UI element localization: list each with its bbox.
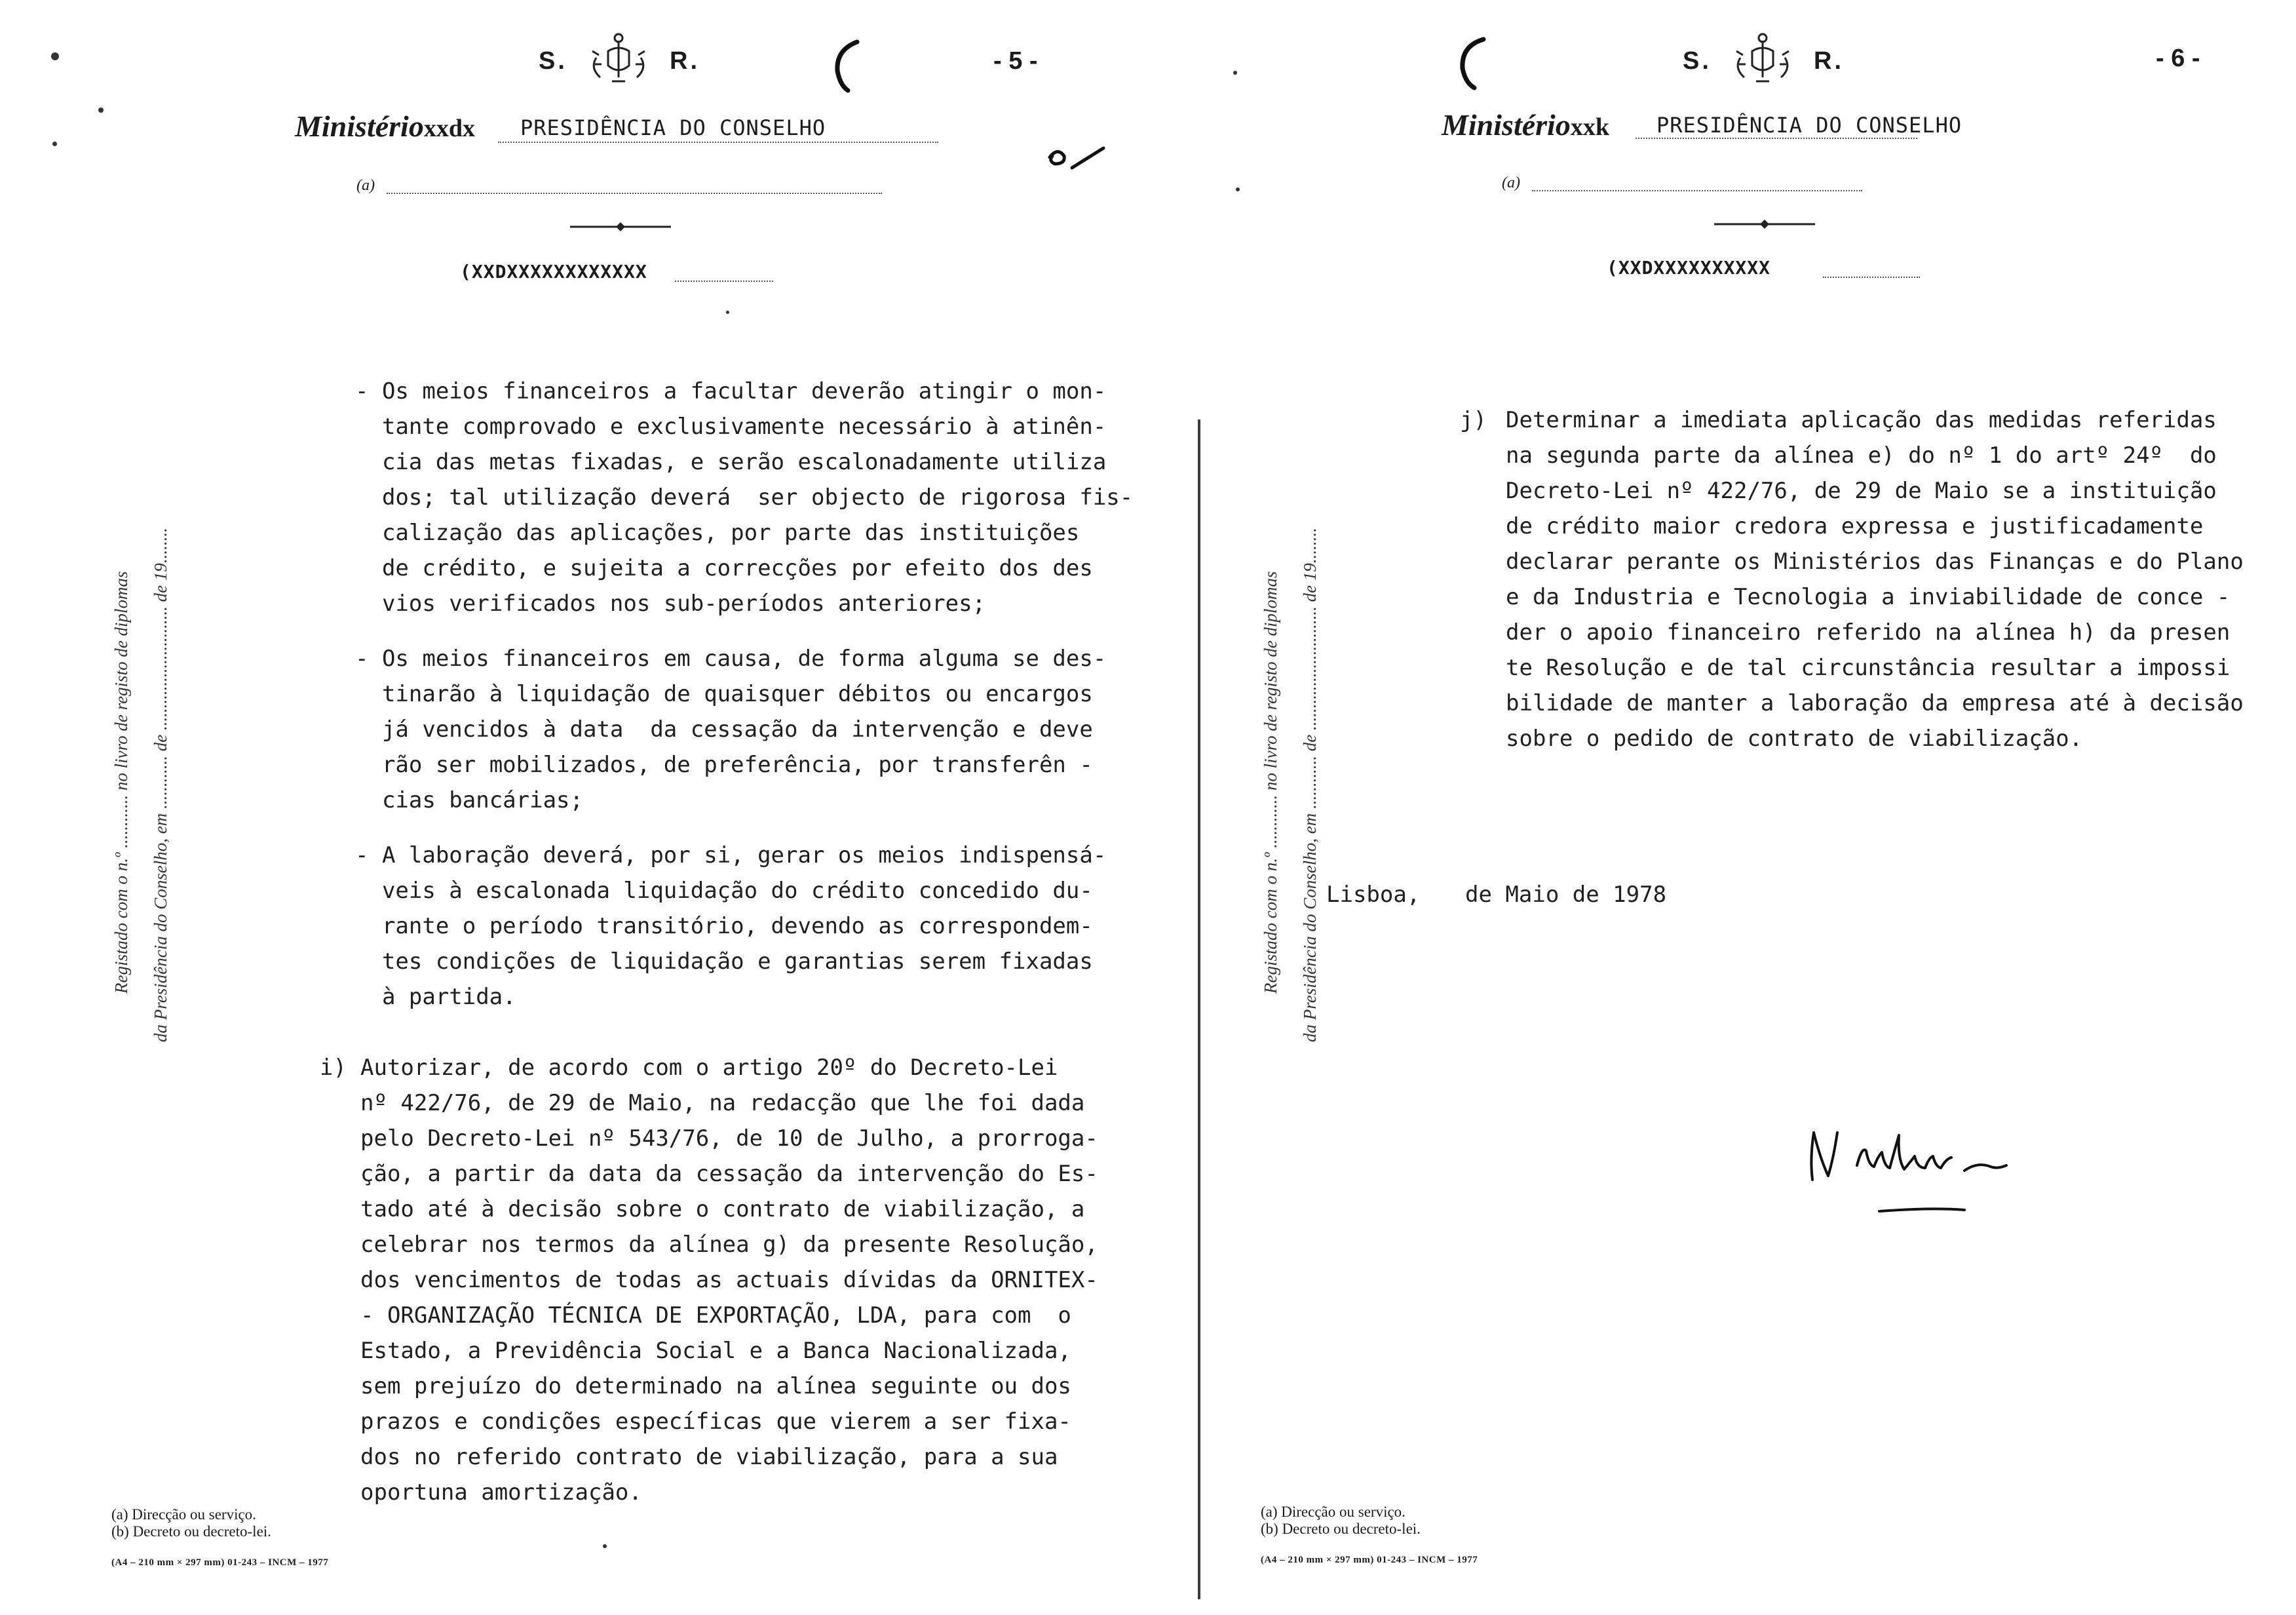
footnote-b: (b) Decreto ou decreto-lei. — [111, 1523, 271, 1540]
scan-speck — [603, 1544, 607, 1548]
text-line: celebrar nos termos da alínea g) da presente Resolução, — [360, 1232, 1098, 1258]
text-line: oportuna amortização. — [360, 1479, 642, 1506]
page-number: - 5 - — [993, 47, 1038, 75]
bullet-no-debt-settlement — [355, 641, 1141, 818]
bullet-financial-means — [355, 374, 1141, 621]
letterhead-s: S. — [539, 47, 567, 75]
text-line: Estado, a Previdência Social e a Banca Nacionalizada, — [360, 1338, 1071, 1364]
coat-of-arms-emblem — [1727, 31, 1798, 87]
text-line: nº 422/76, de 29 de Maio, na redacção que lhe foi dada — [360, 1090, 1085, 1116]
text-line: - ORGANIZAÇÃO TÉCNICA DE EXPORTAÇÃO, LDA, para com o — [360, 1302, 1071, 1329]
footnote-a: (a) Direcção ou serviço. — [1261, 1504, 1406, 1520]
text-line: vios verificados nos sub-períodos anteriores; — [355, 591, 986, 617]
text-line: à partida. — [355, 984, 516, 1010]
registry-note-line2: da Presidência do Conselho, em ............ de ............................ de 19........ — [1300, 528, 1320, 1042]
text-line: Determinar a imediata aplicação das medidas referidas — [1506, 407, 2217, 433]
text-line: sobre o pedido de contrato de viabilização. — [1506, 726, 2083, 752]
text-line: tes condições de liquidação e garantias serem fixadas — [355, 948, 1093, 975]
scan-speck — [1236, 187, 1240, 191]
text-line: - A laboração deverá, por si, gerar os meios indispensá- — [355, 842, 1107, 868]
direction-dotted-line — [387, 191, 882, 194]
scan-speck — [726, 311, 729, 314]
scan-speck — [1233, 71, 1237, 75]
form-code: (A4 – 210 mm × 297 mm) 01-243 – INCM – 1977 — [1261, 1555, 1478, 1565]
text-line: calização das aplicações, por parte das instituições — [355, 520, 1080, 546]
direction-marker: (a) — [1502, 174, 1520, 191]
ministry-label — [1442, 107, 1609, 142]
text-line: Autorizar, de acordo com o artigo 20º do Decreto-Lei — [360, 1055, 1058, 1081]
ornament-divider — [1713, 216, 1816, 232]
text-line: bilidade de manter a laboração da empresa até à decisão — [1506, 690, 2244, 716]
ministry-label — [295, 109, 475, 144]
ministry-strike-text: xxdx — [423, 115, 475, 142]
text-line: - Os meios financeiros em causa, de forma alguma se des- — [355, 646, 1107, 672]
item-j-paragraph — [1506, 402, 2292, 756]
letterhead-r: R. — [1814, 47, 1844, 75]
footnote-b: (b) Decreto ou decreto-lei. — [1261, 1521, 1421, 1537]
text-line: tado até à decisão sobre o contrato de viabilização, a — [360, 1196, 1085, 1222]
page-number: - 6 - — [2156, 45, 2200, 72]
bullet-operations — [355, 838, 1141, 1015]
text-line: sem prejuízo do determinado na alínea seguinte ou dos — [360, 1373, 1071, 1399]
ornament-divider — [569, 219, 672, 235]
scan-speck — [98, 107, 104, 113]
footnote-a: (a) Direcção ou serviço. — [111, 1506, 256, 1523]
text-line: prazos e condições específicas que vierem a ser fixa- — [360, 1409, 1071, 1435]
text-line: der o apoio financeiro referido na alínea h) da presen — [1506, 619, 2230, 646]
text-line: rante o período transitório, devendo as correspondem- — [355, 913, 1093, 939]
text-line: pelo Decreto-Lei nº 543/76, de 10 de Julho, a prorroga- — [360, 1125, 1098, 1152]
scan-speck — [52, 142, 57, 146]
registry-note-line2: da Presidência do Conselho, em ............ de ............................ de 19........ — [151, 528, 170, 1042]
ministry-word: Ministério — [295, 109, 424, 143]
text-line: declarar perante os Ministérios das Finanças e do Plano — [1506, 549, 2244, 575]
place-label: Lisboa, — [1326, 882, 1421, 908]
binder-hole-mark — [831, 38, 862, 93]
text-line: dos vencimentos de todas as actuais dívidas da ORNITEX- — [360, 1267, 1098, 1293]
service-dotted-line — [1823, 275, 1920, 278]
right-page — [1148, 0, 2296, 1615]
letterhead-s: S. — [1683, 47, 1712, 75]
registry-note-line1: Registado com o n.º ............ no livro de registo de diplomas — [1261, 571, 1280, 994]
ministry-dotted-line — [498, 140, 938, 143]
form-code: (A4 – 210 mm × 297 mm) 01-243 – INCM – 1977 — [111, 1557, 329, 1568]
text-line: te Resolução e de tal circunstância resultar a impossi — [1506, 655, 2230, 681]
item-i-paragraph — [360, 1050, 1140, 1510]
struck-service-line: (XXDXXXXXXXXXXXX — [460, 261, 647, 282]
text-line: ção, a partir da data da cessação da intervenção do Es- — [360, 1161, 1098, 1187]
text-line: rão ser mobilizados, de preferência, por transferên - — [355, 752, 1093, 778]
struck-service-line: (XXDXXXXXXXXXX — [1607, 257, 1771, 279]
letterhead-r: R. — [670, 47, 700, 75]
text-line: de crédito, e sujeita a correcções por efeito dos des — [355, 555, 1093, 581]
direction-marker: (a) — [356, 177, 375, 194]
service-dotted-line — [675, 279, 773, 282]
ministry-name: PRESIDÊNCIA DO CONSELHO — [1656, 113, 1962, 138]
text-line: já vencidos à data da cessação da intervenção e deve — [355, 716, 1093, 743]
text-line: de crédito maior credora expressa e justificadamente — [1506, 513, 2204, 539]
ministry-word: Ministério — [1442, 108, 1571, 142]
ministry-dotted-line — [1636, 136, 1917, 139]
ministry-strike-text: xxk — [1570, 113, 1609, 141]
handwritten-mark — [1046, 142, 1109, 181]
text-line: dos; tal utilização deverá ser objecto de rigorosa fis- — [355, 484, 1134, 511]
text-line: - Os meios financeiros a facultar deverão atingir o mon- — [355, 378, 1107, 404]
text-line: na segunda parte da alínea e) do nº 1 do artº 24º do — [1506, 442, 2217, 469]
binder-hole-mark — [1455, 35, 1491, 90]
text-line: dos no referido contrato de viabilização, para a sua — [360, 1444, 1058, 1470]
item-i-marker: i) — [320, 1055, 347, 1081]
direction-dotted-line — [1532, 189, 1862, 191]
text-line: tante comprovado e exclusivamente necessário à atinên- — [355, 414, 1107, 440]
registry-note-line1: Registado com o n.º ............ no livro de registo de diplomas — [111, 571, 131, 994]
item-j-marker: j) — [1460, 407, 1487, 433]
coat-of-arms-emblem — [583, 31, 654, 87]
text-line: Decreto-Lei nº 422/76, de 29 de Maio se a instituição — [1506, 478, 2217, 504]
ministry-name: PRESIDÊNCIA DO CONSELHO — [520, 115, 826, 140]
text-line: cia das metas fixadas, e serão escalonadamente utiliza — [355, 449, 1107, 475]
footnote-block — [1261, 1504, 1421, 1538]
text-line: e da Industria e Tecnologia a inviabilidade de conce - — [1506, 584, 2230, 610]
text-line: cias bancárias; — [355, 787, 583, 813]
scan-speck — [51, 52, 59, 60]
text-line: veis à escalonada liquidação do crédito concedido du- — [355, 878, 1093, 904]
signature — [1801, 1119, 2115, 1224]
text-line: tinarão à liquidação de quaisquer débitos ou encargos — [355, 681, 1093, 707]
footnote-block — [111, 1506, 271, 1540]
date-text: de Maio de 1978 — [1465, 882, 1667, 908]
